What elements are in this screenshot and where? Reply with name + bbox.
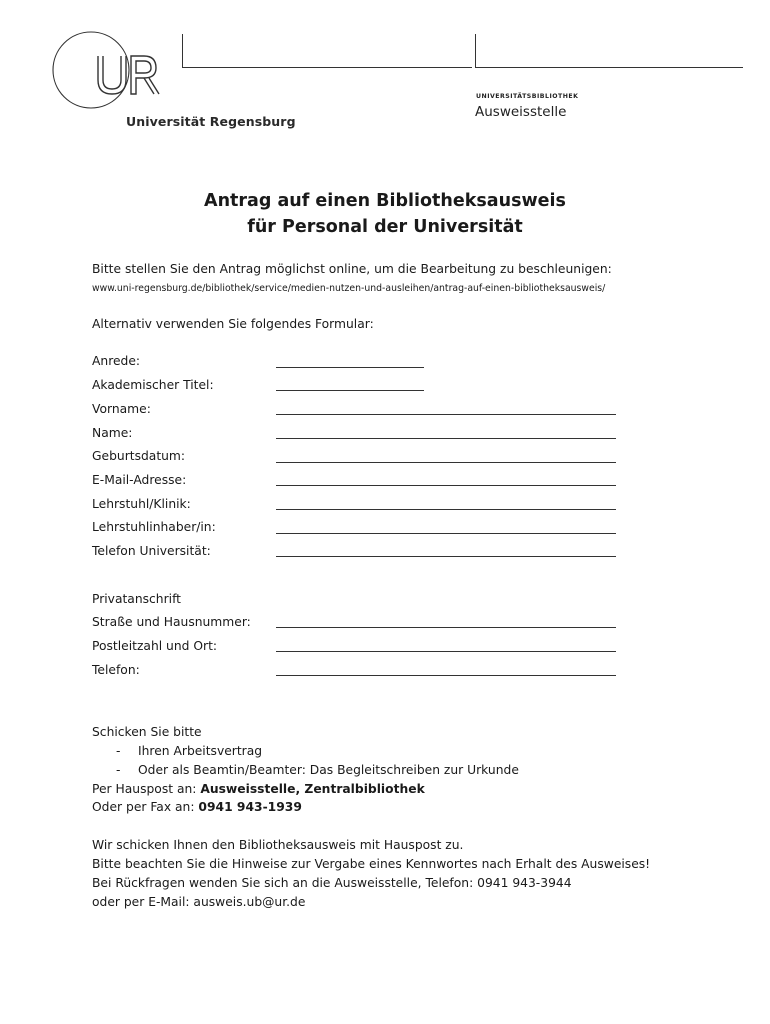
footer-line: Wir schicken Ihnen den Bibliotheksausweis mit Hauspost zu.: [92, 838, 464, 852]
header-divider: [182, 34, 183, 67]
footer-line: Bei Rückfragen wenden Sie sich an die Ausweisstelle, Telefon: 0941 943-3944: [92, 876, 572, 890]
field-label-telefon-uni: Telefon Universität:: [92, 544, 211, 558]
page-title: Antrag auf einen Bibliotheksausweis: [204, 191, 566, 211]
hauspost-address: Ausweisstelle, Zentralbibliothek: [200, 782, 425, 796]
field-titel-blank[interactable]: [276, 390, 424, 391]
field-lehrstuhl-blank[interactable]: [276, 509, 616, 510]
field-label-plz-ort: Postleitzahl und Ort:: [92, 639, 218, 653]
field-label-telefon-privat: Telefon:: [92, 663, 140, 677]
field-name-blank[interactable]: [276, 438, 616, 439]
field-label-name: Name:: [92, 426, 133, 440]
hauspost-line: [92, 782, 425, 796]
department-label: UNIVERSITÄTSBIBLIOTHEK: [476, 93, 579, 100]
field-geburtsdatum-blank[interactable]: [276, 462, 616, 463]
online-form-link[interactable]: www.uni-regensburg.de/bibliothek/service/medien-nutzen-und-ausleihen/antrag-auf-einen-bibliotheksausweis/: [92, 283, 606, 294]
section-heading-private: Privatanschrift: [92, 592, 182, 606]
field-lehrstuhlinhaber-blank[interactable]: [276, 533, 616, 534]
field-label-email: E-Mail-Adresse:: [92, 473, 187, 487]
bullet-item: Ihren Arbeitsvertrag: [138, 744, 263, 758]
field-label-anrede: Anrede:: [92, 354, 141, 368]
send-intro: Schicken Sie bitte: [92, 725, 202, 739]
header-divider: [182, 67, 472, 68]
footer-line: oder per E-Mail: ausweis.ub@ur.de: [92, 895, 306, 909]
field-telefon-privat-blank[interactable]: [276, 675, 616, 676]
bullet-item: Oder als Beamtin/Beamter: Das Begleitschreiben zur Urkunde: [138, 763, 519, 777]
field-email-blank[interactable]: [276, 485, 616, 486]
field-plz-ort-blank[interactable]: [276, 651, 616, 652]
bullet-marker: -: [116, 763, 121, 777]
field-telefon-uni-blank[interactable]: [276, 556, 616, 557]
field-label-vorname: Vorname:: [92, 402, 151, 416]
intro-text: Bitte stellen Sie den Antrag möglichst online, um die Bearbeitung zu beschleunigen:: [92, 262, 612, 276]
field-anrede-blank[interactable]: [276, 367, 424, 368]
department-name: Ausweisstelle: [475, 104, 567, 120]
university-name: Universität Regensburg: [126, 114, 296, 129]
university-logo: [50, 30, 170, 110]
fax-line: [92, 800, 302, 814]
field-vorname-blank[interactable]: [276, 414, 616, 415]
field-label-lehrstuhl: Lehrstuhl/Klinik:: [92, 497, 191, 511]
hauspost-prefix: Per Hauspost an:: [92, 782, 201, 796]
field-strasse-blank[interactable]: [276, 627, 616, 628]
fax-number: 0941 943-1939: [198, 800, 302, 814]
field-label-geburtsdatum: Geburtsdatum:: [92, 449, 186, 463]
field-label-strasse: Straße und Hausnummer:: [92, 615, 251, 629]
page-subtitle: für Personal der Universität: [247, 217, 523, 237]
header-divider: [475, 67, 743, 68]
field-label-lehrstuhlinhaber: Lehrstuhlinhaber/in:: [92, 520, 216, 534]
alternative-text: Alternativ verwenden Sie folgendes Formular:: [92, 317, 374, 331]
bullet-marker: -: [116, 744, 121, 758]
footer-line: Bitte beachten Sie die Hinweise zur Vergabe eines Kennwortes nach Erhalt des Ausweises!: [92, 857, 651, 871]
fax-prefix: Oder per Fax an:: [92, 800, 199, 814]
header-divider: [475, 34, 476, 67]
field-label-titel: Akademischer Titel:: [92, 378, 214, 392]
